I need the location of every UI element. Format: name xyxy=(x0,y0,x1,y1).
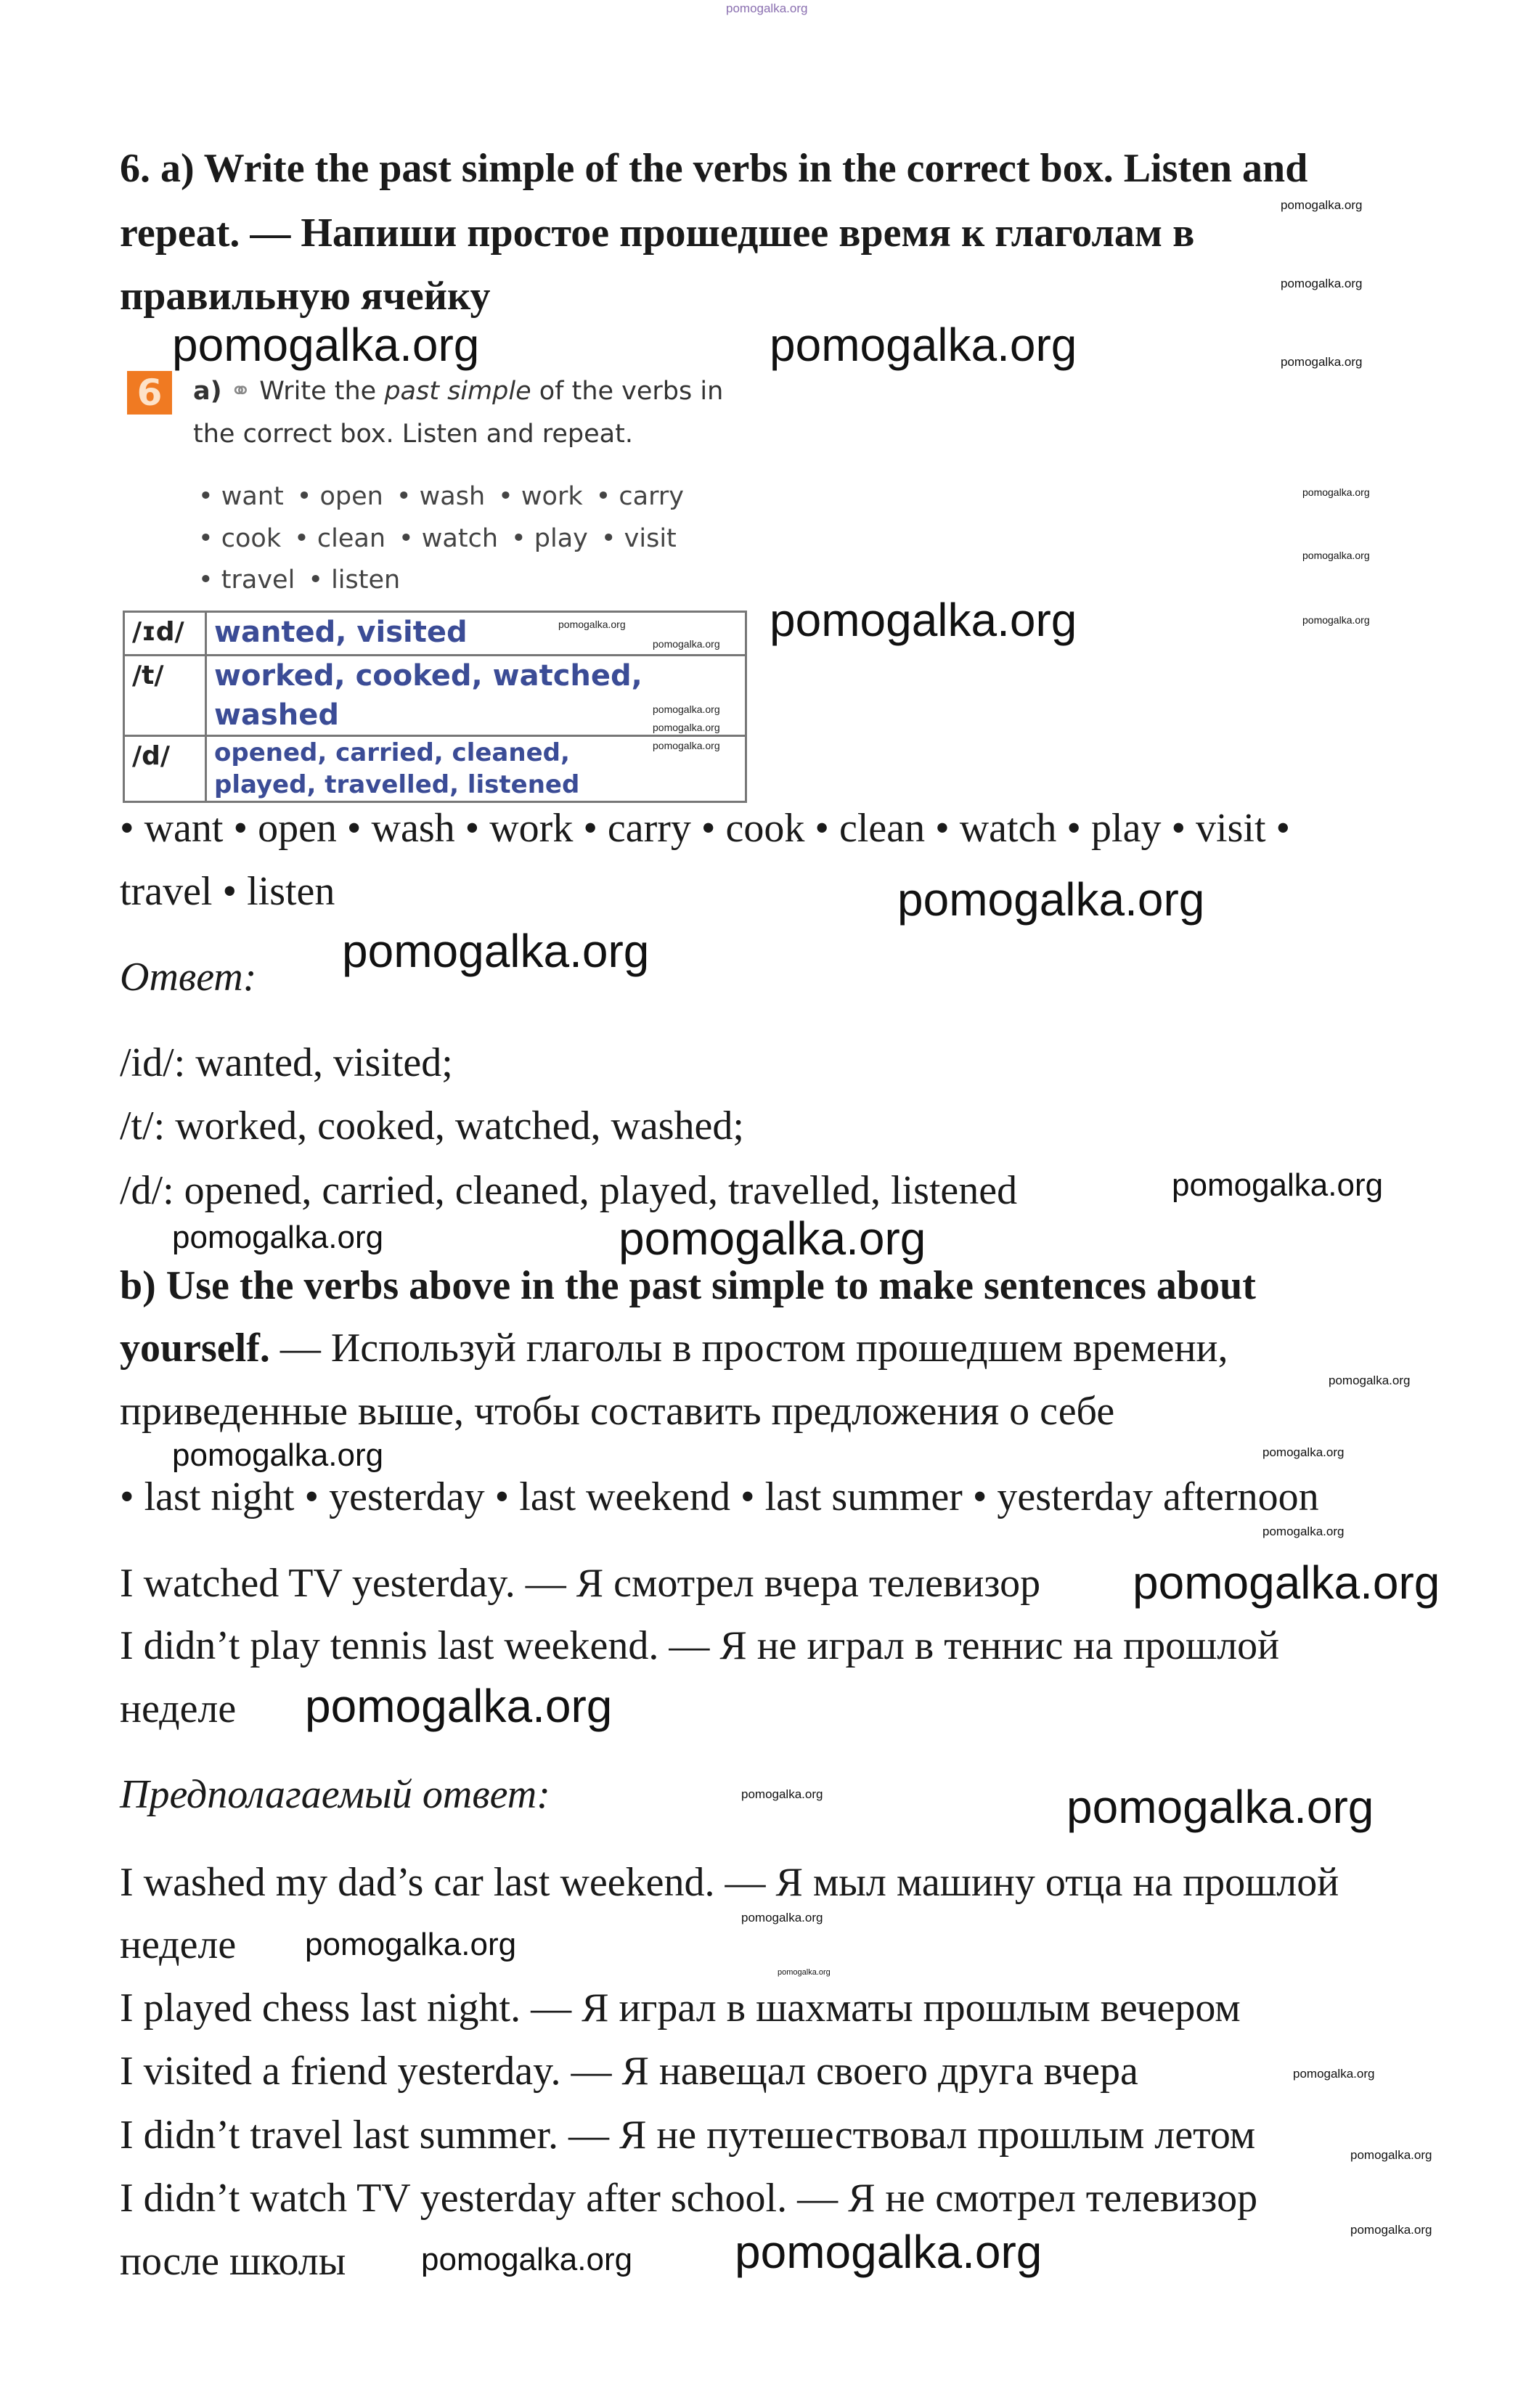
watermark: pomogalka.org xyxy=(1350,2148,1432,2162)
instruction-line: the correct box. Listen and repeat. xyxy=(193,420,633,449)
watermark: pomogalka.org xyxy=(653,722,720,733)
verb: • cook xyxy=(198,524,282,553)
watermark: pomogalka.org xyxy=(726,1,808,15)
suggested-line: после школы xyxy=(120,2239,346,2284)
time-words: • last night • yesterday • last weekend • last summer • yesterday afternoon xyxy=(120,1474,1319,1519)
example-line: неделе xyxy=(120,1686,237,1731)
sound-cell: /ɪd/ xyxy=(124,612,206,656)
part-b-heading: b) Use the verbs above in the past simple to make sentences about xyxy=(120,1263,1256,1308)
watermark: pomogalka.org xyxy=(421,2242,633,2277)
watermark: pomogalka.org xyxy=(305,1927,517,1962)
watermark: pomogalka.org xyxy=(305,1680,613,1732)
watermark: pomogalka.org xyxy=(778,1968,831,1977)
example-line: I watched TV yesterday. — Я смотрел вчера телевизор xyxy=(120,1561,1041,1606)
watermark: pomogalka.org xyxy=(1281,198,1363,212)
sound-cell: /d/ xyxy=(124,736,206,802)
exercise-badge: 6 xyxy=(127,371,172,415)
watermark: pomogalka.org xyxy=(653,703,720,715)
instruction-text: Write the xyxy=(259,377,385,406)
answer-line: /t/: worked, cooked, watched, washed; xyxy=(120,1103,744,1148)
instruction-text: of the verbs in xyxy=(531,377,724,406)
verbs-line: travel • listen xyxy=(120,869,335,914)
watermark: pomogalka.org xyxy=(1066,1781,1374,1833)
watermark: pomogalka.org xyxy=(1172,1167,1384,1203)
watermark: pomogalka.org xyxy=(558,619,626,630)
watermark: pomogalka.org xyxy=(1281,355,1363,369)
verb: • want xyxy=(198,482,284,511)
watermark: pomogalka.org xyxy=(172,1437,384,1473)
watermark: pomogalka.org xyxy=(741,1787,823,1801)
watermark: pomogalka.org xyxy=(1281,277,1363,290)
watermark: pomogalka.org xyxy=(770,594,1077,646)
verb: • work xyxy=(498,482,583,511)
verbs-cell: wanted, visited xyxy=(206,612,746,656)
watermark: pomogalka.org xyxy=(653,638,720,650)
part-b-heading xyxy=(120,1326,1228,1370)
headphones-icon: ⚭ xyxy=(229,377,252,406)
watermark: pomogalka.org xyxy=(1302,486,1370,498)
heading-line: repeat. — Напиши простое прошедшее время к глаголам в xyxy=(120,211,1195,256)
verb: • clean xyxy=(294,524,386,553)
suggested-label: Предполагаемый ответ: xyxy=(120,1772,550,1817)
verbs-text: opened, carried, cleaned, played, travelled, listened xyxy=(214,738,580,799)
suggested-line: I played chess last night. — Я играл в шахматы прошлым вечером xyxy=(120,1985,1241,2031)
watermark: pomogalka.org xyxy=(735,2226,1043,2278)
verb: • open xyxy=(296,482,383,511)
watermark: pomogalka.org xyxy=(653,740,720,751)
watermark: pomogalka.org xyxy=(1302,550,1370,561)
instruction-emphasis: past simple xyxy=(384,377,531,406)
watermark: pomogalka.org xyxy=(741,1911,823,1925)
watermark: pomogalka.org xyxy=(172,319,480,371)
verb: • carry xyxy=(595,482,684,511)
textbook-excerpt xyxy=(123,368,762,799)
instruction-line xyxy=(193,376,723,407)
heading-line: правильную ячейку xyxy=(120,274,491,319)
verb-row xyxy=(198,481,697,512)
verb: • wash xyxy=(396,482,486,511)
watermark: pomogalka.org xyxy=(1133,1556,1440,1609)
suggested-line: I visited a friend yesterday. — Я навещал своего друга вчера xyxy=(120,2049,1138,2094)
watermark: pomogalka.org xyxy=(1329,1374,1411,1387)
watermark: pomogalka.org xyxy=(1262,1525,1345,1538)
part-b-bold: yourself. xyxy=(120,1326,270,1371)
watermark: pomogalka.org xyxy=(1302,614,1370,626)
watermark: pomogalka.org xyxy=(172,1220,384,1255)
example-line: I didn’t play tennis last weekend. — Я не играл в теннис на прошлой xyxy=(120,1623,1280,1668)
verb: • visit xyxy=(600,524,677,553)
suggested-line: неделе xyxy=(120,1922,237,1967)
instruction-prefix: a) xyxy=(193,377,222,406)
part-b-text: — Используй глаголы в простом прошедшем времени, xyxy=(269,1326,1228,1371)
suggested-line: I didn’t travel last summer. — Я не путешествовал прошлым летом xyxy=(120,2113,1256,2158)
suggested-line: I washed my dad’s car last weekend. — Я мыл машину отца на прошлой xyxy=(120,1860,1339,1905)
verb: • watch xyxy=(399,524,499,553)
watermark: pomogalka.org xyxy=(1262,1445,1345,1459)
verb-row xyxy=(198,565,413,595)
verb: • listen xyxy=(308,566,401,595)
part-b-heading: приведенные выше, чтобы составить предложения о себе xyxy=(120,1389,1115,1434)
verb: • travel xyxy=(198,566,295,595)
verb: • play xyxy=(511,524,588,553)
watermark: pomogalka.org xyxy=(342,925,650,977)
verb-row xyxy=(198,523,690,554)
watermark: pomogalka.org xyxy=(770,319,1077,371)
verbs-cell: worked, cooked, watched, washed xyxy=(206,656,746,736)
suggested-line: I didn’t watch TV yesterday after school. — Я не смотрел телевизор xyxy=(120,2176,1258,2221)
verbs-line: • want • open • wash • work • carry • cook • clean • watch • play • visit • xyxy=(120,806,1291,851)
answer-label: Ответ: xyxy=(120,955,257,1000)
answer-line: /d/: opened, carried, cleaned, played, travelled, listened xyxy=(120,1168,1018,1213)
watermark: pomogalka.org xyxy=(897,873,1205,926)
watermark: pomogalka.org xyxy=(1350,2223,1432,2237)
watermark: pomogalka.org xyxy=(1293,2067,1375,2081)
watermark: pomogalka.org xyxy=(619,1212,926,1265)
sound-cell: /t/ xyxy=(124,656,206,736)
heading-line: 6. a) Write the past simple of the verbs in the correct box. Listen and xyxy=(120,146,1308,191)
answer-line: /id/: wanted, visited; xyxy=(120,1040,453,1085)
